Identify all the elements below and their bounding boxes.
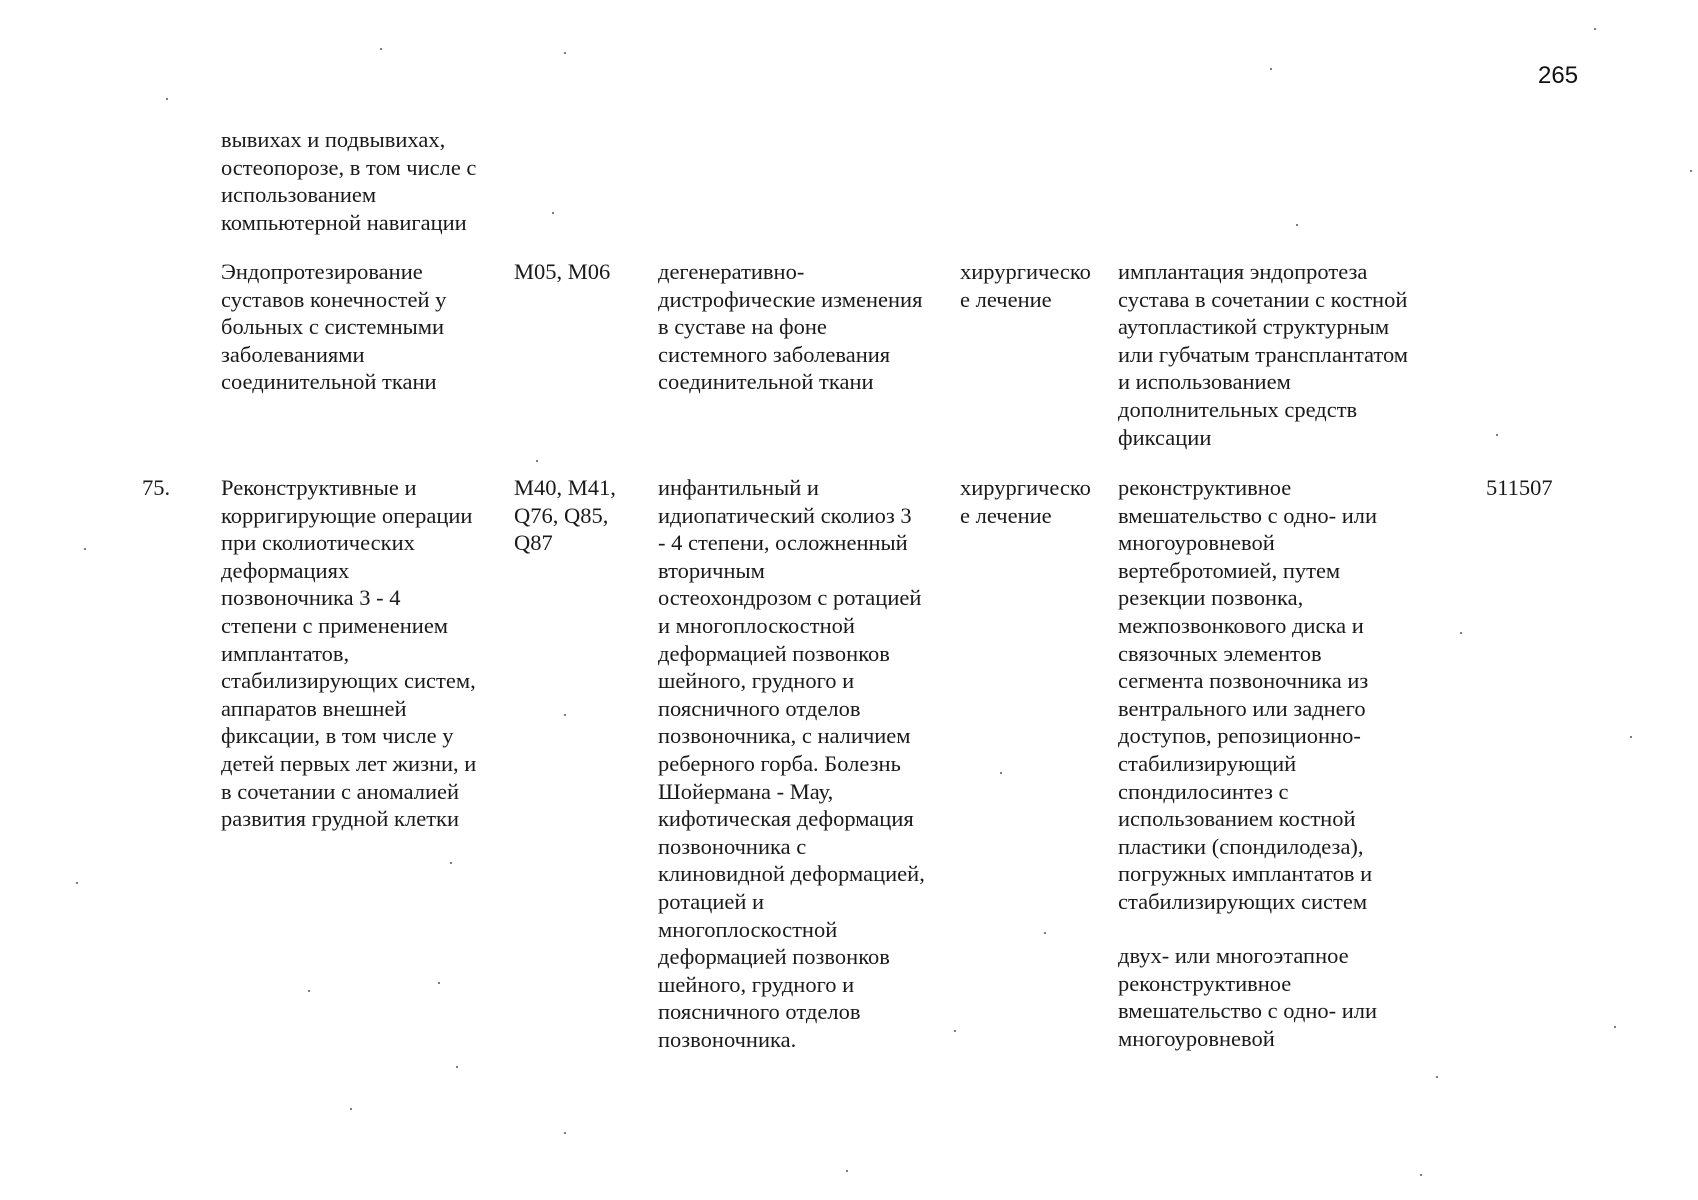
scan-speck — [552, 212, 554, 214]
scan-speck — [1436, 1076, 1438, 1078]
scan-speck — [1614, 1026, 1616, 1028]
row-75-treatment-type: хирургическо е лечение — [960, 475, 1091, 528]
scan-speck — [536, 460, 538, 462]
row-75-name: Реконструктивные и корригирующие операции при сколиотических деформациях позвоночника 3 - 4 степени с применением имплантатов, стабилизирующих систем, аппаратов внешней фиксации, в том числе у детей первых лет жизни, и в сочетании с аномалией развития грудной клетки — [221, 475, 477, 832]
scan-speck — [1496, 434, 1498, 436]
row-endoprosthesis-method: имплантация эндопротеза сустава в сочетании с костной аутопластикой структурным или губчатым трансплантатом и использованием дополнительных средств фиксации — [1118, 259, 1409, 450]
scan-speck — [76, 882, 78, 884]
scan-speck — [450, 862, 452, 864]
scan-speck — [1420, 1174, 1422, 1176]
row-75-code: M40, M41, Q76, Q85, Q87 — [514, 475, 616, 556]
scan-speck — [308, 990, 310, 992]
row-75-number: 75. — [142, 475, 171, 500]
scan-speck — [1296, 224, 1298, 226]
scan-speck — [564, 52, 566, 54]
scan-speck — [380, 48, 382, 50]
row-75-method: реконструктивное вмешательство с одно- или многоуровневой вертебротомией, путем резекции позвонка, межпозвонкового диска и связочных элементов сегмента позвоночника из вентрального или заднего доступов, репозиционно- стабилизирующий спондилосинтез с использованием костной пластики (спондилодеза), погружных имплантатов и стабилизирующих систем — [1118, 475, 1378, 914]
scan-speck — [350, 1108, 352, 1110]
row-75-model: инфантильный и идиопатический сколиоз 3 - 4 степени, осложненный вторичным остеохондрозом с ротацией и многоплоскостной деформацией позвонков шейного, грудного и поясничного отделов позвоночника, с наличием реберного горба. Болезнь Шойермана - Мау, кифотическая деформация позвоночника с клиновидной деформацией, ротацией и многоплоскостной деформацией позвонков шейного, грудного и поясничного отделов позвоночника. — [658, 475, 925, 1052]
row-75-cost: 511507 — [1486, 475, 1553, 500]
scan-speck — [84, 548, 86, 550]
scan-speck — [1000, 772, 1002, 774]
scan-speck — [1594, 28, 1596, 30]
scan-speck — [456, 1066, 458, 1068]
scan-speck — [1460, 632, 1462, 634]
scan-speck — [166, 98, 168, 100]
row-endoprosthesis-model: дегенеративно- дистрофические изменения в суставе на фоне системного заболевания соединительной ткани — [658, 259, 923, 395]
scan-speck — [1630, 736, 1632, 738]
row-continuation-name: вывихах и подвывихах, остеопорозе, в том числе с использованием компьютерной навигации — [221, 127, 477, 235]
row-endoprosthesis-code: M05, M06 — [514, 259, 611, 284]
scan-speck — [1690, 170, 1692, 172]
scan-speck — [954, 1030, 956, 1032]
row-75-method-2: двух- или многоэтапное реконструктивное вмешательство с одно- или многоуровневой — [1118, 943, 1378, 1051]
scan-speck — [564, 714, 566, 716]
scan-speck — [564, 1132, 566, 1134]
scan-speck — [1270, 68, 1272, 70]
row-endoprosthesis-name: Эндопротезирование суставов конечностей у больных с системными заболеваниями соединительной ткани — [221, 259, 447, 395]
scan-speck — [1044, 932, 1046, 934]
row-endoprosthesis-treatment-type: хирургическо е лечение — [960, 259, 1091, 312]
page-number: 265 — [1538, 62, 1579, 89]
scan-speck — [846, 1170, 848, 1172]
scan-speck — [438, 982, 440, 984]
